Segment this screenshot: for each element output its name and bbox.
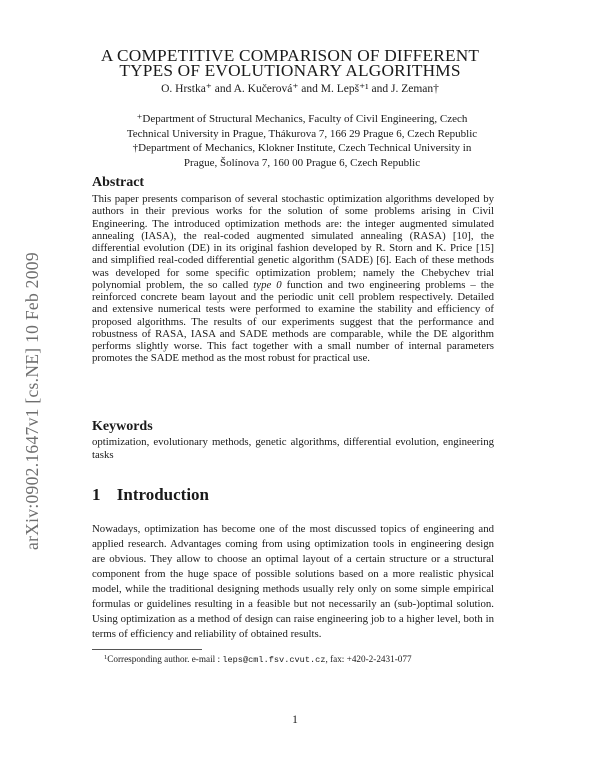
- abstract-text: [92, 193, 494, 365]
- intro-paragraph: Nowadays, optimization has become one of the most discussed topics of engineering and applied research. Advantages coming from using optimization tools in engineering design are obvious. They allow to choose an optimal layout of a certain structure or a structural component from the huge space of possible solutions based on a more realistic physical model, while the traditional designing methods usually rely only on some simple empirical formulas or guidelines resulting in a feasible but not necessarily an (sub-)optimal solution. Using optimization as a method of design can raise engineering job to a higher level, both in terms of efficiency and reliability of obtained results.: [92, 523, 494, 641]
- section-number: 1: [92, 485, 101, 504]
- affiliations: [92, 112, 512, 170]
- author-list: O. Hrstka⁺ and A. Kučerová⁺ and M. Lepš⁺¹ and J. Zeman†: [161, 83, 439, 95]
- abstract-text-part-1: This paper presents comparison of several stochastic optimization algorithms developed by authors in their previous works for the solution of some problems arising in Civil Engineering. The introduced optimization methods are: the integer augmented simulated annealing (IASA), the real-coded augmented simulated annealing (RASA) [10], the differential evolution (DE) in its original fashion developed by R. Storn and K. Price [15] and simplified real-coded differential genetic algorithm (SADE) [6]. Each of these methods was developed for some specific optimization problem; namely the Chebychev trial polynomial problem, the so called: [92, 193, 494, 291]
- keywords-text: optimization, evolutionary methods, genetic algorithms, differential evolution, engineering tasks: [92, 436, 494, 461]
- paper-title: [90, 46, 490, 80]
- section-heading: [92, 485, 209, 505]
- section-title: Introduction: [116, 485, 210, 504]
- footnote-suffix: , fax: +420-2-2431-077: [325, 654, 412, 664]
- affiliation-1-line-2: Technical University in Prague, Thákurova 7, 166 29 Prague 6, Czech Republic: [126, 127, 478, 140]
- footnote: [104, 654, 412, 665]
- abstract-italic-term: type 0: [253, 278, 282, 291]
- affiliation-1-line-1: ⁺Department of Structural Mechanics, Faculty of Civil Engineering, Czech: [136, 113, 468, 125]
- affiliation-2-line-2: Prague, Šolínova 7, 160 00 Prague 6, Czech Republic: [183, 156, 421, 169]
- page-number: 1: [292, 714, 298, 726]
- keywords-heading: Keywords: [92, 419, 153, 434]
- arxiv-identifier: arXiv:0902.1647v1 [cs.NE] 10 Feb 2009: [22, 252, 42, 550]
- footnote-email: leps@cml.fsv.cvut.cz: [222, 655, 326, 665]
- abstract-text-part-2: function and two engineering problems – the reinforced concrete beam layout and the periodic unit cell problem respectively. Detailed and extensive numerical tests were performed to examine the stability and efficiency of proposed algorithms. The results of our experiments suggest that the performance and robustness of RASA, IASA and SADE methods are comparable, while the DE algorithm performs slightly worse. This fact together with a small number of internal parameters promotes the SADE method as the most robust for practical use.: [92, 278, 494, 365]
- title-line-2: TYPES OF EVOLUTIONARY ALGORITHMS: [119, 60, 461, 80]
- abstract-heading: Abstract: [92, 175, 145, 190]
- footnote-divider: [92, 649, 202, 650]
- footnote-mark: 1: [104, 654, 108, 661]
- affiliation-2-line-1: †Department of Mechanics, Klokner Institute, Czech Technical University in: [132, 142, 472, 154]
- title-line-1: A COMPETITIVE COMPARISON OF DIFFERENT: [100, 46, 480, 65]
- footnote-prefix: Corresponding author. e-mail :: [107, 654, 223, 664]
